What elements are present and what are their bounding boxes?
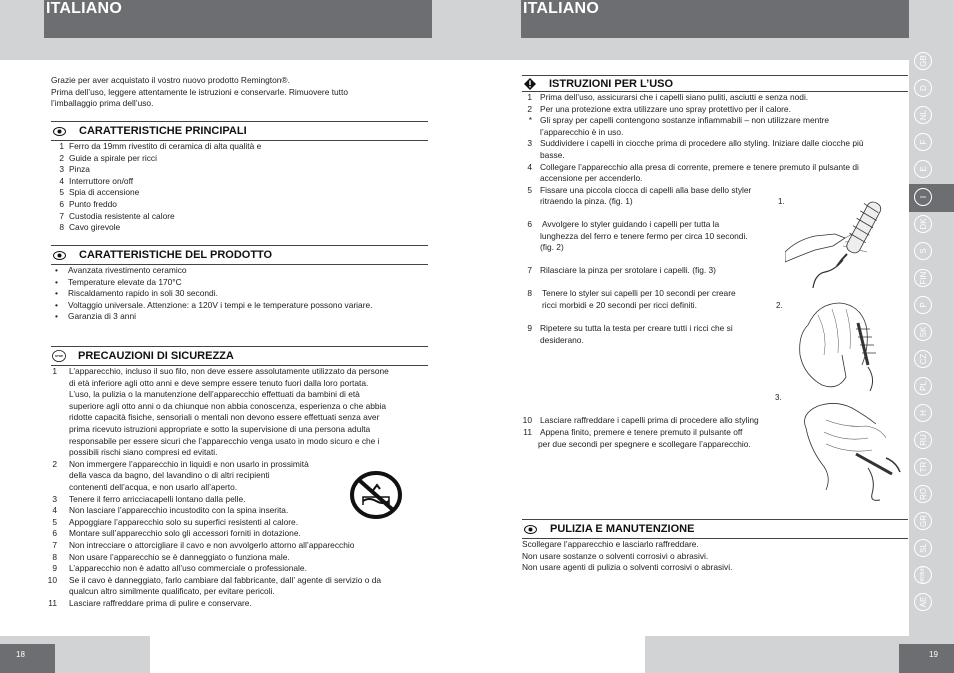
section-title: CARATTERISTICHE DEL PRODOTTO — [79, 249, 273, 261]
section-heading-prodotto — [53, 249, 272, 261]
lang-tab-ro[interactable]: RO — [914, 485, 932, 503]
list-item: 11 Appena finito, premere e tenere premuto il pulsante off — [523, 427, 743, 437]
list-item-continuation: responsabile per essere sicuri che l’apparecchio venga usato in modo sicuro e che i — [69, 435, 380, 446]
page-number-right — [899, 644, 954, 673]
page-number-left-text: 18 — [16, 650, 25, 659]
list-item: • Temperature elevate da 170°C — [55, 276, 182, 287]
header-left — [44, 0, 432, 38]
section-heading-principali — [53, 125, 247, 137]
lang-tab-h[interactable]: H — [914, 404, 932, 422]
stop-icon-label: STOP — [54, 354, 64, 358]
lang-tab-s[interactable]: S — [914, 242, 932, 260]
list-item: 6 Punto freddo — [59, 198, 117, 209]
list-item-continuation: (fig. 2) — [540, 242, 564, 253]
list-item: • Garanzia di 3 anni — [55, 311, 136, 322]
list-item: 2 Per una protezione extra utilizzare uno spray protettivo per il calore. — [527, 103, 791, 114]
section-title: CARATTERISTICHE PRINCIPALI — [79, 125, 247, 137]
lang-tab-p[interactable]: P — [914, 296, 932, 314]
figure-1-illustration — [785, 190, 895, 295]
list-item-continuation: prima ricevuto istruzioni appropriate e sotto la supervisione di una persona adulta — [69, 423, 371, 434]
list-item-continuation: ricci morbidi e 20 secondi per ricci definiti. — [542, 299, 697, 310]
list-item: 7 Non intrecciare o attorcigliare il cavo e non avvolgerlo attorno all’apparecchio — [52, 539, 355, 550]
figure-label-2: 2. — [776, 301, 783, 310]
lang-tab-sl[interactable]: SL — [914, 539, 932, 557]
intro-line-2: Prima dell’uso, leggere attentamente le istruzioni e conservarle. Rimuovere tutto — [51, 87, 348, 97]
section-title: PRECAUZIONI DI SICUREZZA — [78, 350, 234, 362]
eye-icon — [524, 525, 537, 534]
list-item: • Riscaldamento rapido in soli 30 secondi. — [55, 288, 218, 299]
page-number-left — [0, 644, 55, 673]
stop-icon — [52, 350, 66, 362]
list-item: 1 Ferro da 19mm rivestito di ceramica di alta qualità e — [59, 141, 262, 151]
list-item: 4 Non lasciare l’apparecchio incustodito con la spina inserita. — [52, 505, 289, 516]
section-rule — [522, 75, 908, 76]
list-item-continuation: lunghezza del ferro e tenere fermo per circa 10 secondi. — [540, 230, 748, 241]
header-right — [521, 0, 909, 38]
lang-tab-cz[interactable]: CZ — [914, 350, 932, 368]
section-title: PULIZIA E MANUTENZIONE — [550, 523, 695, 535]
list-item-continuation: ridotte capacità fisiche, sensoriali o mentali non devono essere effettuati senza aver — [69, 412, 380, 423]
figure-3-illustration — [796, 398, 906, 503]
list-item: 1 Prima dell’uso, assicurarsi che i capelli siano puliti, asciutti e senza nodi. — [527, 92, 809, 102]
lang-tab-dk[interactable]: DK — [914, 215, 932, 233]
sicurezza-list — [44, 366, 389, 609]
lang-tab-ae[interactable]: AE — [914, 593, 932, 611]
no-water-warning-icon — [349, 470, 403, 520]
section-heading-pulizia — [524, 523, 694, 535]
figure-label-3: 3. — [775, 393, 782, 402]
list-item: • Avanzata rivestimento ceramico — [55, 265, 187, 275]
list-item: 3 Pinza — [59, 164, 90, 175]
lang-tab-pl[interactable]: PL — [914, 377, 932, 395]
list-item: 6 Avvolgere lo styler guidando i capelli per tutta la — [527, 219, 720, 229]
list-item: • Voltaggio universale. Attenzione: a 120V i tempi e le temperature possono variare. — [55, 299, 373, 310]
list-item: accensione per accenderlo. — [540, 173, 643, 184]
list-item-continuation: di età inferiore agli otto anni e deve sempre essere tenuto fuori dalla loro portata. — [69, 377, 369, 388]
istruzioni-step-11 — [522, 427, 751, 450]
pulizia-line-2: Non usare sostanze o solventi corrosivi o abrasivi. — [522, 551, 709, 561]
istruzioni-step-10 — [522, 415, 759, 427]
list-item: 2 Non immergere l’apparecchio in liquidi e non usarlo in prossimità — [52, 458, 309, 469]
lang-tab-hr-bih[interactable]: HR/BiH — [914, 566, 932, 584]
lang-tab-gb[interactable]: GB — [914, 52, 932, 70]
eye-icon — [53, 127, 66, 136]
list-item-continuation: possibili rischi siano compresi ed evitati. — [69, 447, 218, 458]
principali-list — [51, 141, 261, 234]
list-item: 4 Collegare l’apparecchio alla presa di corrente, premere e tenere premuto il pulsante di — [527, 161, 859, 172]
list-item: 10 Lasciare raffreddare i capelli prima di procedere allo styling — [522, 415, 759, 425]
list-item: 8 Tenere lo styler sui capelli per 10 secondi per creare — [527, 288, 736, 298]
lang-tab-i[interactable]: I — [914, 188, 932, 206]
lang-tab-f[interactable]: F — [914, 133, 932, 151]
pulizia-line-3: Non usare agenti di pulizia o solventi corrosivi o abrasivi. — [522, 562, 733, 572]
section-rule — [51, 245, 428, 246]
istruzioni-step-7 — [522, 265, 716, 277]
list-item: 7 Rilasciare la pinza per srotolare i capelli. (fig. 3) — [527, 265, 716, 275]
warning-icon — [524, 78, 536, 90]
lang-tab-e[interactable]: E — [914, 160, 932, 178]
istruzioni-step-6 — [522, 219, 748, 254]
list-item: 10 Se il cavo è danneggiato, farlo cambiare dal fabbricante, dall’ agente di servizio o da — [47, 574, 382, 585]
section-title: ISTRUZIONI PER L’USO — [549, 78, 674, 90]
list-item: 3 Suddividere i capelli in ciocche prima di procedere allo styling. Iniziare dalle ciocche più — [527, 138, 864, 149]
list-item-continuation: contenenti dell’acqua, e non usarlo all’aperto. — [69, 481, 238, 492]
section-heading-sicurezza — [52, 350, 234, 362]
lang-tab-d[interactable]: D — [914, 79, 932, 97]
lang-tab-sk[interactable]: SK — [914, 323, 932, 341]
istruzioni-step-9 — [522, 323, 733, 346]
list-item: 4 Interruttore on/off — [59, 175, 134, 186]
figure-label-1: 1. — [778, 197, 785, 206]
intro-line-3: l’imballaggio prima dell’uso. — [51, 98, 154, 108]
list-item: 11 Lasciare raffreddare prima di pulire e conservare. — [48, 597, 252, 608]
eye-icon — [53, 251, 66, 260]
list-item: 5 Appoggiare l’apparecchio solo su superfici resistenti al calore. — [52, 516, 299, 527]
list-item-continuation: superiore agli otto anni o da chiunque non abbia conoscenza, esperienza o che abbia — [69, 400, 387, 411]
section-rule — [51, 346, 428, 347]
list-item-continuation: desiderano. — [540, 334, 584, 345]
lang-tab-fin[interactable]: FIN — [914, 269, 932, 287]
list-item: * Gli spray per capelli contengono sostanze infiammabili – non utilizzare mentre — [528, 115, 830, 126]
list-item: 8 Cavo girevole — [59, 222, 121, 233]
header-right-title: ITALIANO — [523, 0, 599, 17]
list-item: 9 Ripetere su tutta la testa per creare tutti i ricci che si — [527, 323, 733, 333]
list-item: 1 L’apparecchio, incluso il suo filo, non deve essere assolutamente utilizzato da persone — [52, 366, 389, 376]
list-item: 6 Montare sull’apparecchio solo gli accessori forniti in dotazione. — [52, 528, 301, 539]
list-item: 2 Guide a spirale per ricci — [59, 152, 157, 163]
list-item: 5 Spia di accensione — [59, 187, 140, 198]
lang-tab-ru[interactable]: RU — [914, 431, 932, 449]
figure-2-illustration — [788, 295, 880, 395]
section-rule — [51, 121, 428, 122]
list-item: 5 Fissare una piccola ciocca di capelli alla base dello styler — [527, 184, 752, 195]
list-item: basse. — [540, 149, 565, 160]
list-item-continuation: L’uso, la pulizia o la manutenzione dell’apparecchio effettuati da bambini di età — [69, 389, 360, 400]
lang-tab-nl[interactable]: NL — [914, 106, 932, 124]
page-number-right-text: 19 — [929, 650, 938, 659]
istruzioni-step-8 — [522, 288, 736, 311]
prodotto-list — [51, 265, 372, 323]
header-left-title: ITALIANO — [46, 0, 122, 17]
list-item: 3 Tenere il ferro arricciacapelli lontano dalla pelle. — [52, 493, 246, 504]
lang-tab-tr[interactable]: TR — [914, 458, 932, 476]
section-heading-istruzioni — [524, 78, 673, 90]
list-item-continuation: per due secondi per spegnere e scollegare l’apparecchio. — [538, 438, 751, 449]
list-item: 7 Custodia resistente al calore — [59, 210, 175, 221]
list-item-continuation: della vasca da bagno, del lavandino o di altri recipienti — [69, 470, 270, 481]
list-item-continuation: qualcun altro similmente qualificato, per evitare pericoli. — [69, 586, 275, 597]
list-item: 9 L’apparecchio non è adatto all’uso commerciale o professionale. — [52, 563, 307, 574]
list-item: l’apparecchio è in uso. — [540, 126, 624, 137]
intro-line-1: Grazie per aver acquistato il vostro nuovo prodotto Remington®. — [51, 75, 290, 85]
list-item: ritraendo la pinza. (fig. 1) — [540, 196, 633, 207]
list-item: 8 Non usare l’apparecchio se è danneggiato o funziona male. — [52, 551, 290, 562]
lang-tab-gr[interactable]: GR — [914, 512, 932, 530]
pulizia-line-1: Scollegare l’apparecchio e lasciarlo raffreddare. — [522, 539, 699, 549]
section-rule — [522, 519, 908, 520]
